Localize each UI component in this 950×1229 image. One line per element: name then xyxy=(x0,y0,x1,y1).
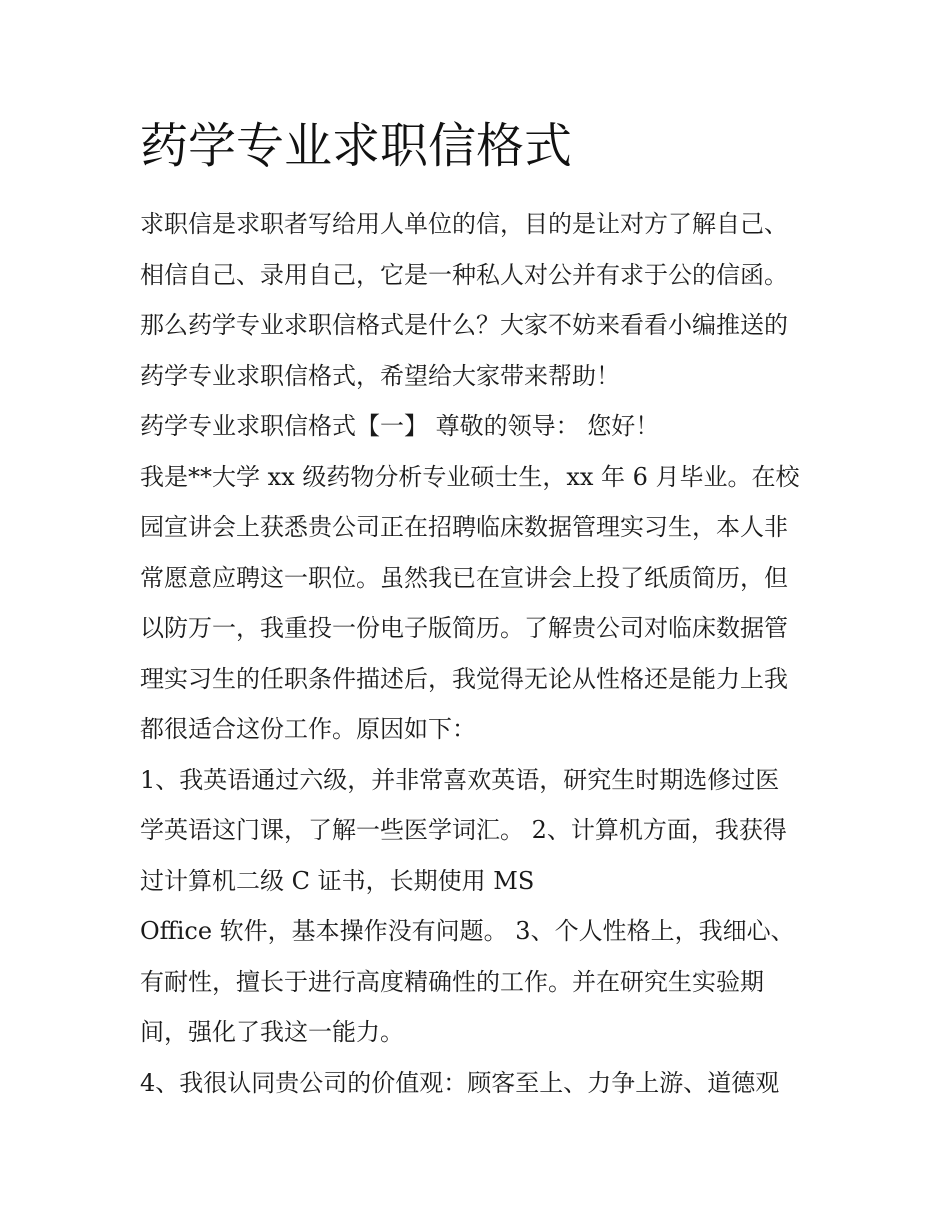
body-line: 1、我英语通过六级，并非常喜欢英语，研究生时期选修过医 xyxy=(140,765,780,794)
body-line: 我是**大学 xx 级药物分析专业硕士生，xx 年 6 月毕业。在校 xyxy=(140,462,800,491)
body-line: 4、我很认同贵公司的价值观：顾客至上、力争上游、道德观 xyxy=(140,1068,780,1097)
body-line: 有耐性，擅长于进行高度精确性的工作。并在研究生实验期 xyxy=(140,967,764,996)
body-line: 常愿意应聘这一职位。虽然我已在宣讲会上投了纸质简历，但 xyxy=(140,563,788,592)
body-line: 学英语这门课，了解一些医学词汇。 2、计算机方面，我获得 xyxy=(140,816,787,844)
body-line: 那么药学专业求职信格式是什么？大家不妨来看看小编推送的 xyxy=(140,311,788,339)
body-line: 理实习生的任职条件描述后，我觉得无论从性格还是能力上我 xyxy=(140,664,788,693)
body-line: 都很适合这份工作。原因如下： xyxy=(140,715,476,743)
body-line: 以防万一，我重投一份电子版简历。了解贵公司对临床数据管 xyxy=(140,614,788,642)
body-line: 间，强化了我这一能力。 xyxy=(140,1018,404,1046)
body-line: Office 软件，基本操作没有问题。 3、个人性格上，我细心、 xyxy=(140,917,795,945)
body-line: 药学专业求职信格式【一】 尊敬的领导： 您好！ xyxy=(140,412,660,440)
body-line: 相信自己、录用自己，它是一种私人对公并有求于公的信函。 xyxy=(140,260,788,289)
body-line: 药学专业求职信格式，希望给大家带来帮助！ xyxy=(140,361,620,390)
document-title: 药学专业求职信格式 xyxy=(140,118,573,174)
document-body xyxy=(140,199,820,1108)
body-line: 园宣讲会上获悉贵公司正在招聘临床数据管理实习生，本人非 xyxy=(140,513,788,541)
body-line: 过计算机二级 C 证书，长期使用 MS xyxy=(140,866,535,895)
body-line: 求职信是求职者写给用人单位的信，目的是让对方了解自己、 xyxy=(140,210,788,238)
